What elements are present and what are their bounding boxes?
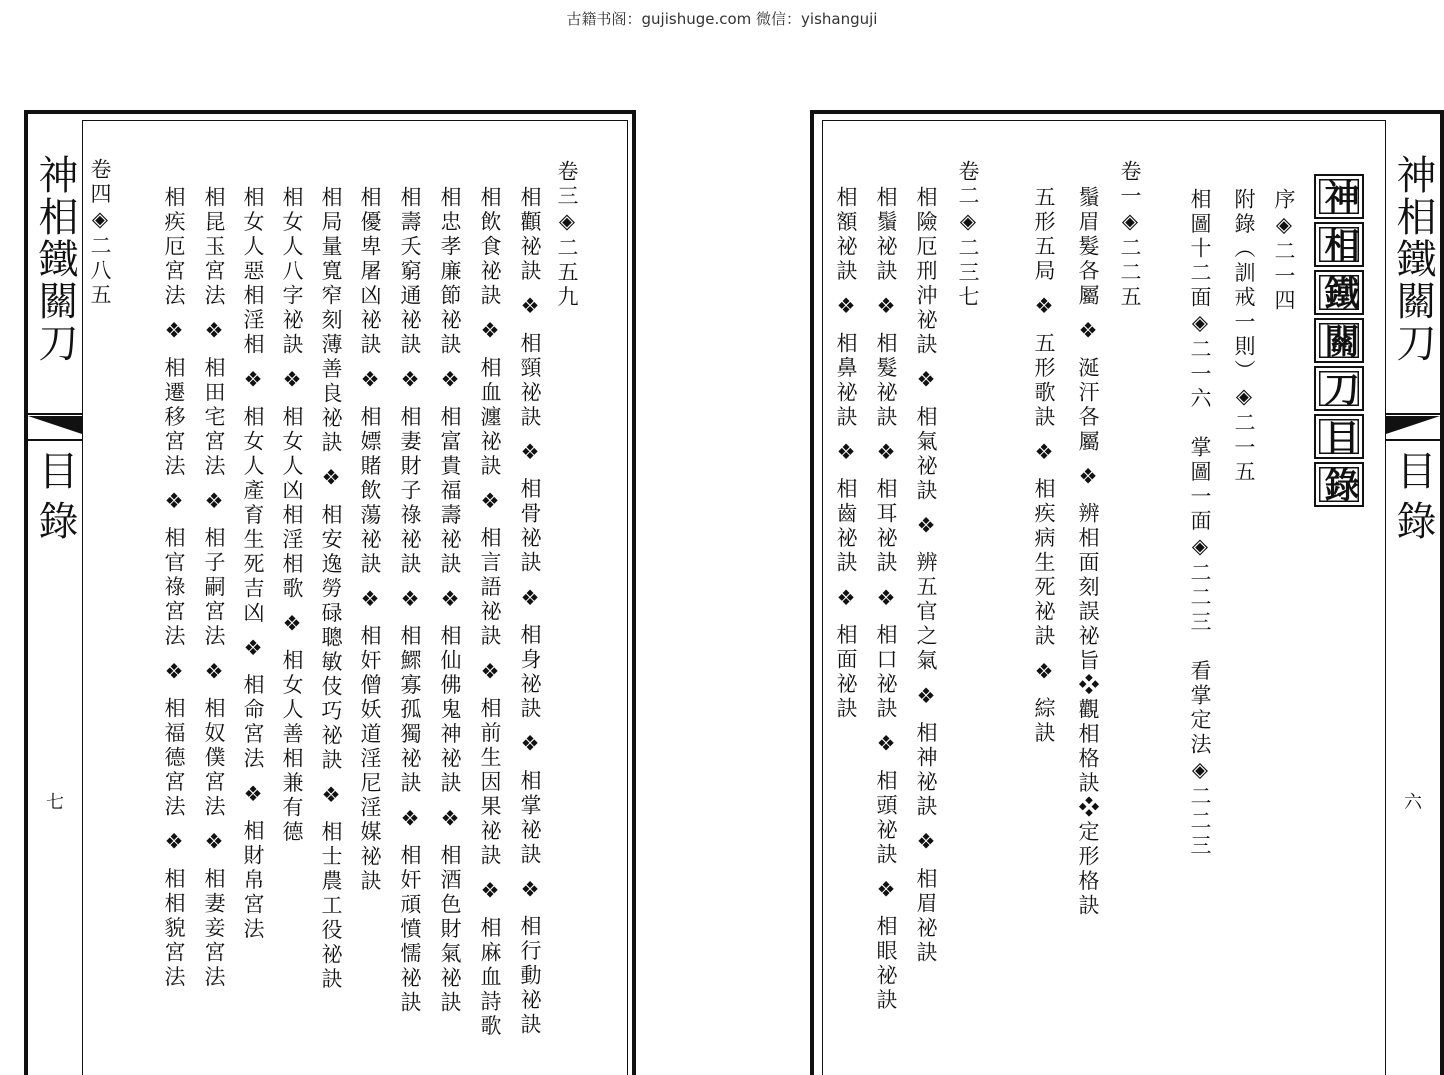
toc-column: 附錄（訓戒一則）◈二一五 <box>1232 188 1256 485</box>
right-page <box>810 110 1444 1075</box>
title-char: 錄 <box>1314 462 1364 507</box>
toc-column: 相圖十二面◈二一六 掌圖一面◈二二三 看掌定法◈二二三 <box>1188 188 1212 859</box>
toc-column: 相女人八字祕訣 ❖ 相女人凶相淫相歌 ❖ 相女人善相兼有德 <box>280 186 304 846</box>
toc-column: 相昆玉宮法 ❖ 相田宅宮法 ❖ 相子嗣宮法 ❖ 相奴僕宮法 ❖ 相妻妾宮法 <box>202 186 226 990</box>
toc-column: 相忠孝廉節祕訣 ❖ 相富貴福壽祕訣 ❖ 相仙佛鬼神祕訣 ❖ 相酒色財氣祕訣 <box>438 186 462 1016</box>
spine-section-label: 目錄 <box>1390 450 1436 550</box>
spine-book-title: 神相鐵關刀 <box>32 154 78 364</box>
watermark-text: 古籍书阁：gujishuge.com 微信：yishanguji <box>566 10 878 28</box>
toc-column: 相額祕訣 ❖ 相鼻祕訣 ❖ 相齒祕訣 ❖ 相面祕訣 <box>834 186 858 722</box>
inner-frame <box>822 120 1386 1075</box>
spine-section-label: 目錄 <box>32 450 78 550</box>
page-number: 七 <box>46 792 64 813</box>
toc-column: 卷一◈二二五 <box>1118 160 1142 310</box>
toc-column: 卷二◈二三七 <box>956 160 980 310</box>
toc-column: 相顴祕訣 ❖ 相頸祕訣 ❖ 相骨祕訣 ❖ 相身祕訣 ❖ 相掌祕訣 ❖ 相行動祕訣 <box>518 186 542 1038</box>
toc-column: 卷四◈二八五 <box>88 158 112 308</box>
left-page <box>24 110 636 1075</box>
fish-tail-mark <box>28 412 82 442</box>
title-char: 目 <box>1314 414 1364 459</box>
toc-title <box>1314 174 1364 510</box>
toc-column: 卷三◈二五九 <box>555 160 579 310</box>
title-char: 鐵 <box>1314 270 1364 315</box>
toc-column: 五形五局 ❖ 五形歌訣 ❖ 相疾病生死祕訣 ❖ 綜訣 <box>1032 186 1056 747</box>
toc-column: 相疾厄宮法 ❖ 相遷移宮法 ❖ 相官祿宮法 ❖ 相福德宮法 ❖ 相相貌宮法 <box>162 186 186 990</box>
toc-column: 相局量寬窄刻薄善良祕訣 ❖ 相安逸勞碌聰敏伎巧祕訣 ❖ 相士農工役祕訣 <box>319 186 343 993</box>
spine-book-title: 神相鐵關刀 <box>1390 154 1436 364</box>
spine-column <box>28 120 83 1075</box>
title-char: 刀 <box>1314 366 1364 411</box>
toc-column: 相飲食祕訣 ❖ 相血瀍祕訣 ❖ 相言語祕訣 ❖ 相前生因果祕訣 ❖ 相麻血詩歌 <box>478 186 502 1039</box>
title-char: 關 <box>1314 318 1364 363</box>
fish-tail-mark <box>1386 412 1440 442</box>
toc-column: 相優卑屠凶祕訣 ❖ 相嫖賭飲蕩祕訣 ❖ 相奸僧妖道淫尼淫媒祕訣 <box>358 186 382 895</box>
toc-column: 相險厄刑沖祕訣 ❖ 相氣祕訣 ❖ 辨五官之氣 ❖ 相神祕訣 ❖ 相眉祕訣 <box>914 186 938 966</box>
title-char: 神 <box>1314 174 1364 219</box>
spine-column <box>1385 120 1440 1075</box>
toc-column: 相鬚祕訣 ❖ 相髮祕訣 ❖ 相耳祕訣 ❖ 相口祕訣 ❖ 相頭祕訣 ❖ 相眼祕訣 <box>874 186 898 1014</box>
page-number: 六 <box>1404 792 1422 813</box>
toc-column: 序◈二一四 <box>1272 188 1296 314</box>
title-char: 相 <box>1314 222 1364 267</box>
toc-column: 鬚眉髮各屬 ❖ 涎汗各屬 ❖ 辨相面刻誤祕旨❖觀相格訣❖定形格訣 <box>1076 186 1100 919</box>
toc-column: 相女人惡相淫相 ❖ 相女人產育生死吉凶 ❖ 相命宮法 ❖ 相財帛宮法 <box>241 186 265 943</box>
toc-column: 相壽夭窮通祕訣 ❖ 相妻財子祿祕訣 ❖ 相鰥寡孤獨祕訣 ❖ 相奸頑憤懦祕訣 <box>398 186 422 1016</box>
